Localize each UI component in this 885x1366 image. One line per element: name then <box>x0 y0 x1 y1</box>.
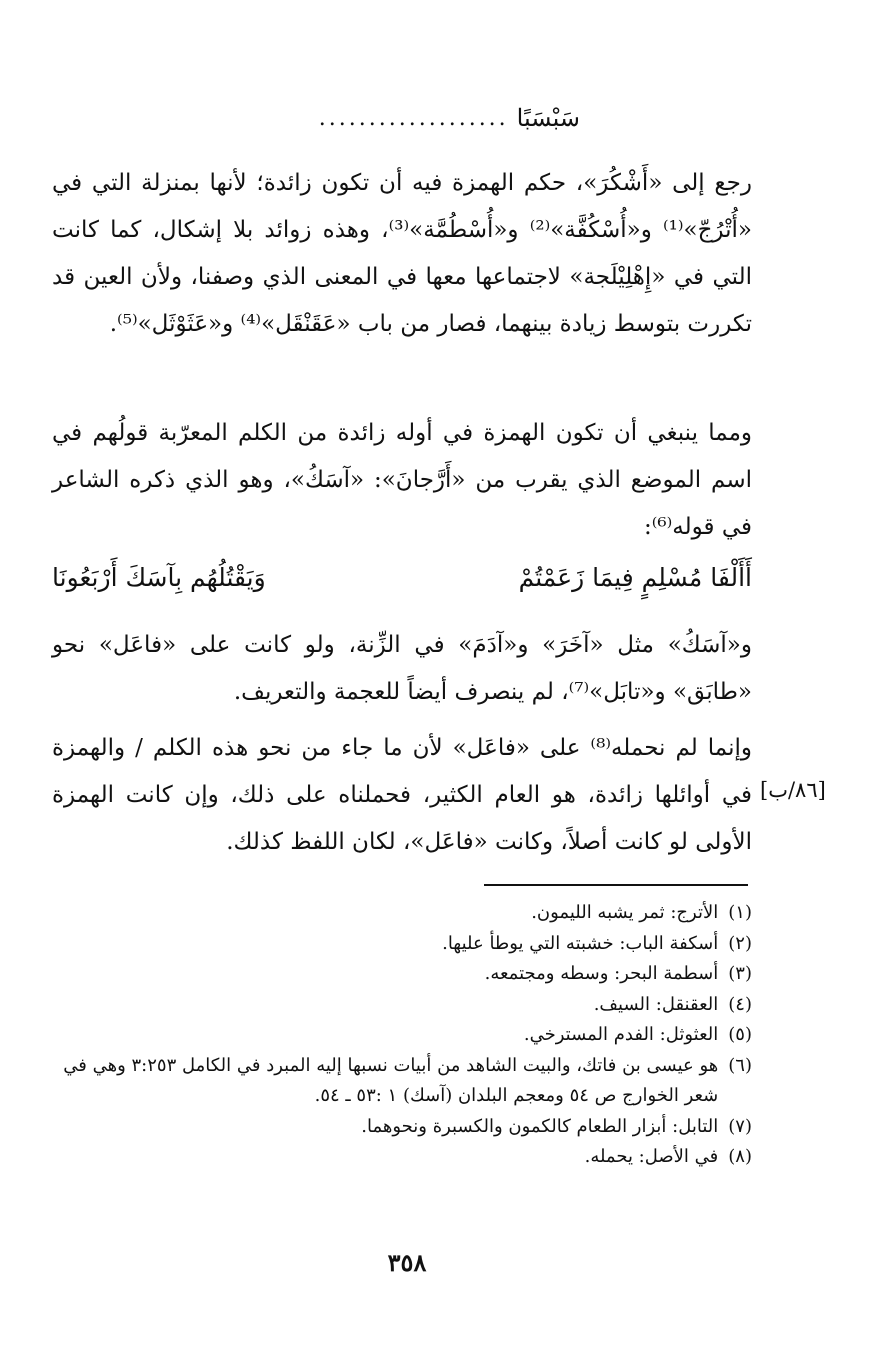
footnote-text: هو عيسى بن فاتك، والبيت الشاهد من أبيات نسبها إليه المبرد في الكامل ٣:٢٥٣ وهي في شعر الخوارج ص ٥٤ ومعجم البلدان (آسك) ١ :٥٣ ـ ٥٤. <box>63 1054 719 1106</box>
footnote-text: العثوثل: الفدم المسترخي. <box>523 1024 719 1045</box>
page-number: ٣٥٨ <box>387 1248 427 1277</box>
verse-right-hemistich: أَأَلْفَا مُسْلِمٍ فِيمَا زَعَمْتُمْ <box>518 563 752 592</box>
footnote-item <box>52 1142 752 1173</box>
footnote-item <box>52 1112 752 1143</box>
footnote-item <box>52 1020 752 1051</box>
footnote-number: (٢) <box>728 932 752 954</box>
footnote-item <box>52 990 752 1021</box>
footnote-item <box>52 898 752 929</box>
header-leader-dots: ................... <box>318 105 509 131</box>
footnote-text: في الأصل: يحمله. <box>584 1146 719 1167</box>
footnote-text: التابل: أبزار الطعام كالكمون والكسبرة ونحوهما. <box>361 1115 719 1137</box>
footnote-number: (١) <box>728 902 752 923</box>
footnotes <box>52 898 752 1173</box>
footnote-text: أسكفة الباب: خشبته التي يوطأ عليها. <box>442 932 719 954</box>
manuscript-folio-marker: [٨٦/ب] <box>760 778 826 802</box>
footnote-item <box>52 1051 752 1112</box>
paragraph-2: ومما ينبغي أن تكون الهمزة في أوله زائدة من الكلم المعرّبة قولُهم في اسم الموضع الذي يقرب من «أَرَّجانَ»: «آسَكُ»، وهو الذي ذكره الشاعر في قوله⁽⁶⁾: <box>52 420 752 540</box>
footnote-separator <box>484 884 748 886</box>
paragraph-3: و«آسَكُ» مثل «آخَرَ» و«آدَمَ» في الزِّنة، ولو كانت على «فاعَل» نحو «طابَق» و«تابَل»⁽⁷⁾، لم ينصرف أيضاً للعجمة والتعريف. <box>52 632 752 705</box>
running-header <box>250 98 580 138</box>
poetry-verse <box>52 556 752 600</box>
footnote-number: (٦) <box>728 1054 752 1076</box>
footnote-number: (٥) <box>728 1024 752 1045</box>
footnote-item <box>52 959 752 990</box>
header-title: سَبْسَبًا <box>516 104 580 132</box>
footnote-number: (٤) <box>728 993 752 1015</box>
footnote-number: (٨) <box>728 1146 752 1167</box>
footnote-number: (٣) <box>728 963 752 984</box>
footnote-item <box>52 929 752 960</box>
verse-left-hemistich: وَيَقْتُلُهُم بِآسَكَ أَرْبَعُونَا <box>52 563 266 592</box>
footnote-number: (٧) <box>728 1115 752 1137</box>
paragraph-4: وإنما لم نحمله⁽⁸⁾ على «فاعَل» لأن ما جاء من نحو هذه الكلم / والهمزة في أوائلها زائدة، هو العام الكثير، فحملناه على ذلك، وإن كانت الهمزة الأولى لو كانت أصلاً، وكانت «فاعَل»، لكان اللفظ كذلك. <box>52 735 752 855</box>
footnote-text: الأترج: ثمر يشبه الليمون. <box>531 902 719 923</box>
paragraph-1: رجع إلى «أَشْكُرَ»، حكم الهمزة فيه أن تكون زائدة؛ لأنها بمنزلة التي في «أُتْرُجّ»⁽¹⁾ و«أُسْكُفَّة»⁽²⁾ و«أُسْطُمَّة»⁽³⁾، وهذه زوائد بلا إشكال، كما كانت التي في «إِهْلِيْلَجة» لاجتماعها معها في المعنى الذي وصفنا، ولأن العين قد تكررت بتوسط زيادة بينهما، فصار من باب «عَقَنْقَل»⁽⁴⁾ و«عَثَوْثَل»⁽⁵⁾. <box>52 170 752 337</box>
footnote-text: أسطمة البحر: وسطه ومجتمعه. <box>484 963 719 984</box>
footnote-text: العقنقل: السيف. <box>593 993 719 1015</box>
